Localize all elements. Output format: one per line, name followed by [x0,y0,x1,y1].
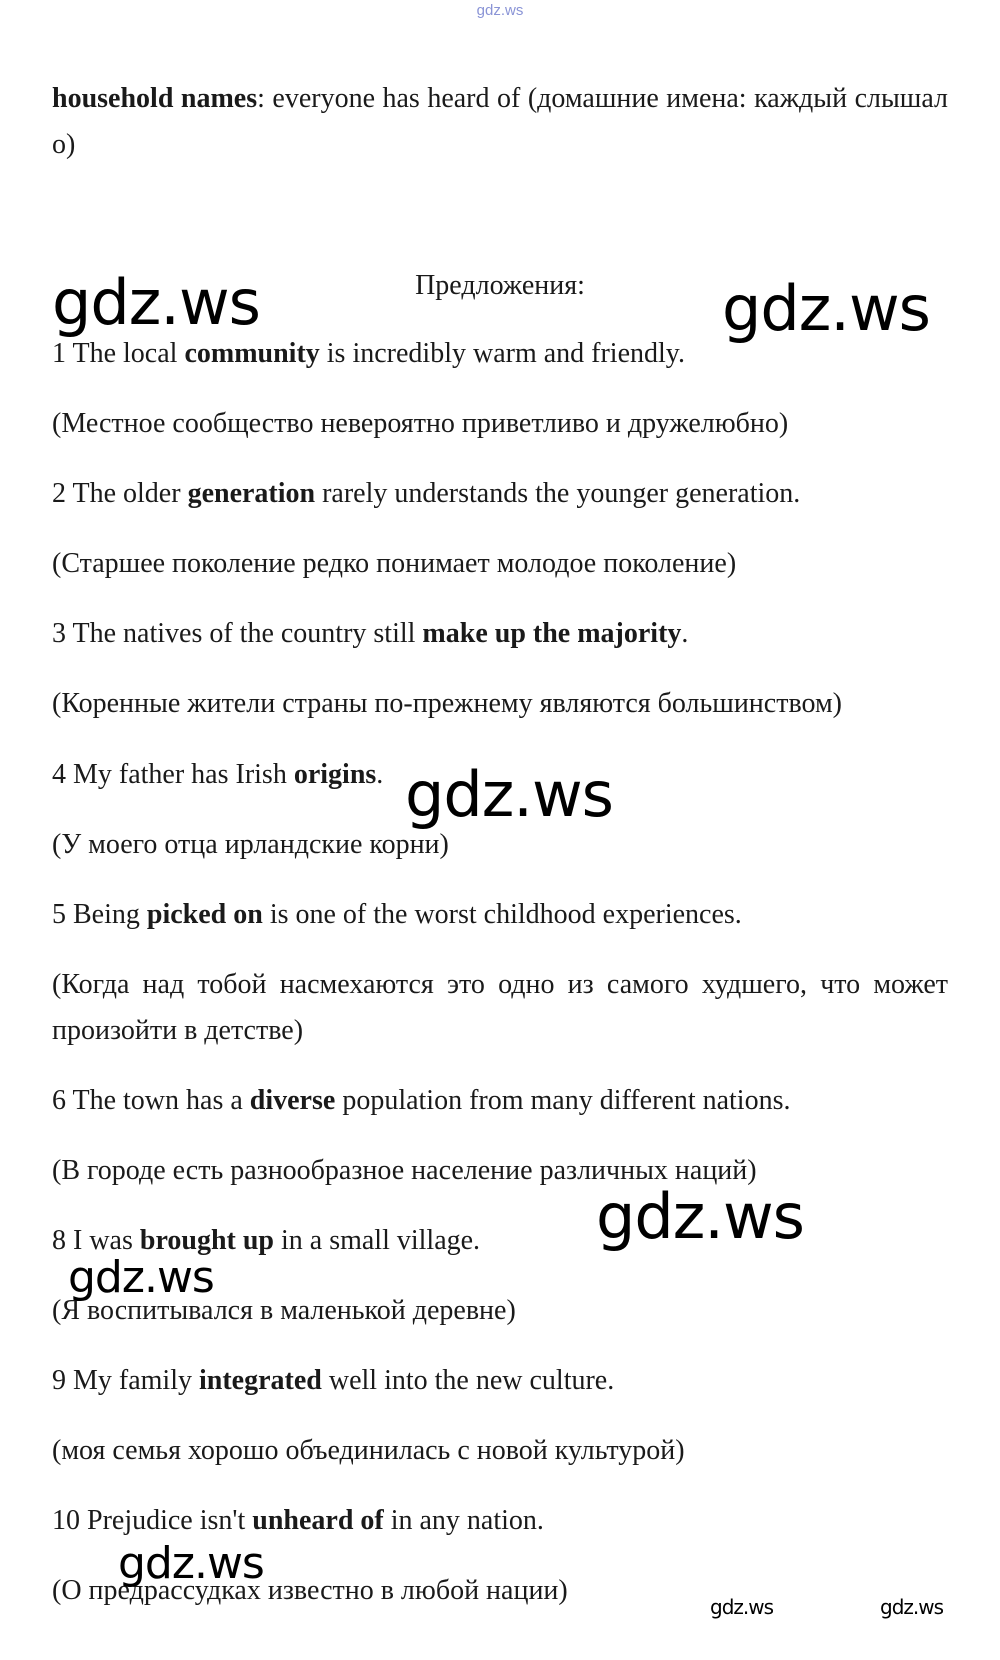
sentence-9 [52,1358,948,1404]
translation-9: (моя семья хорошо объединилась с новой культурой) [52,1435,685,1466]
watermark: gdz.ws [722,272,930,345]
sentence-text: in a small village. [273,1225,481,1256]
sentence-keyword: unheard of [252,1505,384,1536]
sentence-text: 6 The town has a [52,1085,250,1116]
sentence-2 [52,471,948,517]
intro-definition-text: : everyone has heard of (домашние имена: каждый слышал о) [52,83,948,160]
sentence-keyword: generation [187,478,316,509]
intro-definition [52,76,948,168]
intro-term: household names [52,83,258,114]
translation-6: (В городе есть разнообразное население различных наций) [52,1155,757,1186]
sentence-keyword: brought up [139,1225,274,1256]
sentence-text: in any nation. [383,1505,544,1536]
sentence-text: well into the new culture. [321,1365,615,1396]
sentence-text: 1 The local [52,338,185,369]
translation-5: (Когда над тобой насмехаются это одно из самого худшего, что может произойти в детстве) [52,969,948,1046]
sentence-text: 4 My father has Irish [52,759,294,790]
translation-4: (У моего отца ирландские корни) [52,829,449,860]
translation-2: (Старшее поколение редко понимает молодое поколение) [52,548,737,579]
top-watermark: gdz.ws [476,2,524,19]
sentence-text: 8 I was [52,1225,140,1256]
sentence-text: . [376,759,384,790]
sentence-text: rarely understands the younger generation. [315,478,801,509]
sentence-text: 10 Prejudice isn't [52,1505,253,1536]
translation-8: (Я воспитывался в маленькой деревне) [52,1295,516,1326]
sentence-keyword: picked on [146,899,263,930]
sentence-text: . [681,618,689,649]
watermark: gdz.ws [596,1180,804,1253]
sentence-text: is one of the worst childhood experiences. [262,899,742,930]
translation-1: (Местное сообщество невероятно приветливо и дружелюбно) [52,408,789,439]
sentence-keyword: integrated [199,1365,322,1396]
sentences-heading: Предложения: [415,270,585,301]
watermark: gdz.ws [118,1538,264,1589]
sentence-text: 5 Being [52,899,147,930]
sentence-5 [52,892,948,938]
sentence-keyword: diverse [249,1085,336,1116]
sentence-3 [52,611,948,657]
watermark: gdz.ws [52,266,260,339]
watermark: gdz.ws [710,1595,774,1619]
sentence-text: is incredibly warm and friendly. [319,338,685,369]
sentence-text: 2 The older [52,478,188,509]
watermark: gdz.ws [880,1595,944,1619]
sentence-text: 3 The natives of the country still [52,618,423,649]
sentence-6 [52,1078,948,1124]
watermark: gdz.ws [68,1252,214,1303]
translation-10: (О предрассудках известно в любой нации) [52,1575,568,1606]
sentence-keyword: make up the majority [422,618,682,649]
sentence-text: 9 My family [52,1365,199,1396]
sentence-text: population from many different nations. [335,1085,791,1116]
sentence-keyword: community [184,338,320,369]
watermark: gdz.ws [405,758,613,831]
sentence-keyword: origins [293,759,377,790]
translation-3: (Коренные жители страны по-прежнему являются большинством) [52,688,842,719]
